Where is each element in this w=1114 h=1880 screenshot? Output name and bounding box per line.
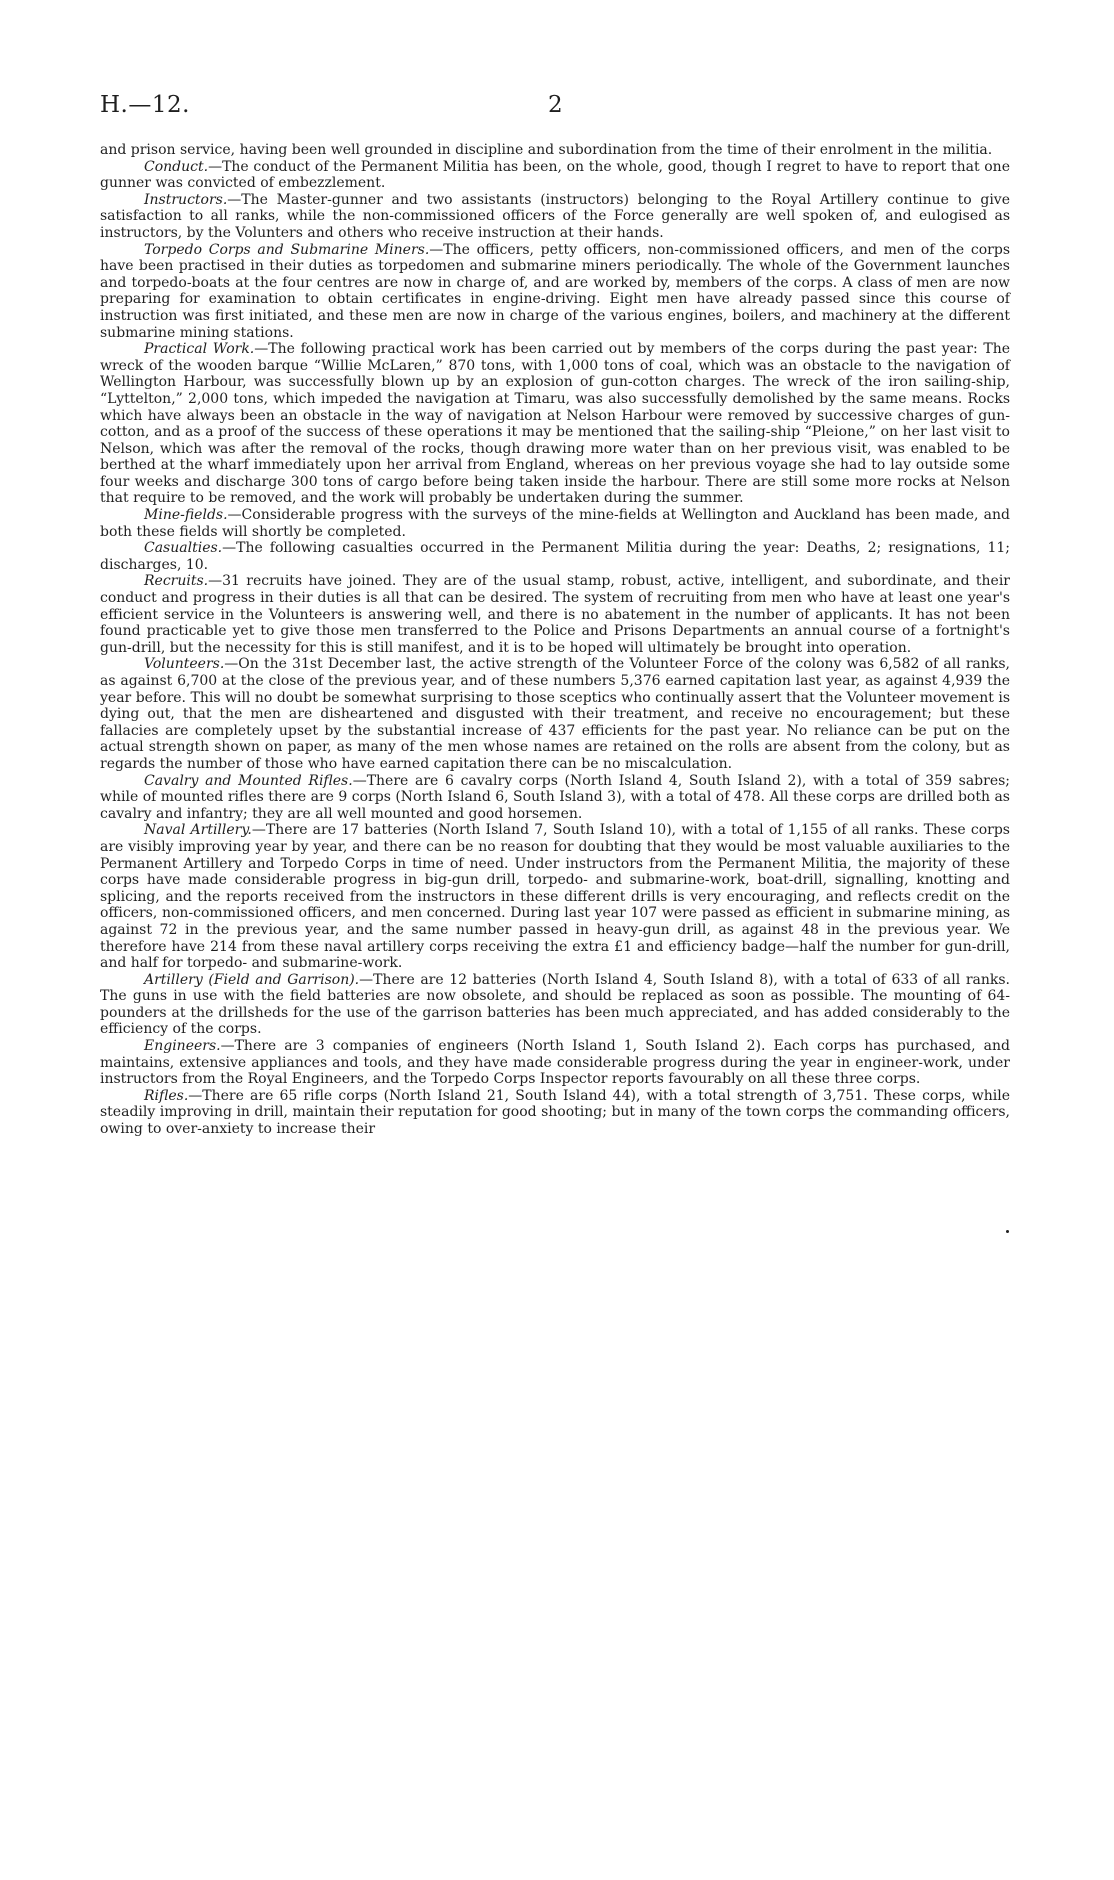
paragraph-heading: Naval Artillery. xyxy=(144,822,252,839)
paragraph-conduct xyxy=(100,159,1010,192)
paragraph-heading: Torpedo Corps and Submarine Miners. xyxy=(144,241,430,258)
paragraph-volunteers xyxy=(100,656,1010,772)
paragraph-text: —There are 12 batteries (North Island 4, South Island 8), with a total of 633 of all ranks. The guns in use with the field batteries are now obsolete, and should be replaced as soon as possible. The mounting of 64-pounders at the drillsheds for the use of the garrison batteries has been much appreciated, and has added considerably to the efficiency of the corps. xyxy=(100,971,1010,1038)
paragraph-casualties xyxy=(100,540,1010,573)
paragraph-heading: Cavalry and Mounted Rifles. xyxy=(144,772,353,789)
paragraph-artillery xyxy=(100,972,1010,1038)
paragraph-instructors xyxy=(100,192,1010,242)
paragraph-text: —There are 65 rifle corps (North Island 21, South Island 44), with a total strength of 3,751. These corps, while steadily improving in drill, maintain their reputation for good shooting; but in many of the town corps the commanding officers, owing to over-anxiety to increase their xyxy=(100,1087,1010,1138)
page-header xyxy=(100,92,1010,122)
document-reference: H.—12. xyxy=(100,92,190,118)
paragraph-heading: Practical Work. xyxy=(144,341,255,358)
paragraph-heading: Recruits. xyxy=(144,573,209,590)
paragraph-torpedo-corps xyxy=(100,242,1010,342)
ink-speck xyxy=(1006,1230,1009,1233)
paragraph-text: —31 recruits have joined. They are of the usual stamp, robust, active, intelligent, and subordinate, and their conduct and progress in their duties is all that can be desired. The system of recruiting from men who have at least one year's efficient service in the Volunteers is answering well, and there is no abatement in the number of applicants. It has not been found practicable yet to give those men transferred to the Police and Prisons Departments an annual course of a fortnight's gun-drill, but the necessity for this is still manifest, and it is to be hoped will ultimately be brought into operation. xyxy=(100,573,1010,656)
paragraph-engineers xyxy=(100,1038,1010,1088)
paragraph-recruits xyxy=(100,573,1010,656)
paragraph-practical-work xyxy=(100,341,1010,507)
paragraph-text: —The officers, petty officers, non-commissioned officers, and men of the corps have been practised in their duties as torpedomen and submarine miners periodically. The whole of the Government launches and torpedo-boats at the four centres are now in charge of, and are worked by, members of the corps. A class of men are now preparing for examination to obtain certificates in engine-driving. Eight men have already passed since this course of instruction was first initiated, and these men are now in charge of the various engines, boilers, and machinery at the different submarine mining stations. xyxy=(100,241,1010,341)
paragraph-continuation xyxy=(100,142,1010,159)
paragraph-naval-artillery xyxy=(100,822,1010,971)
paragraph-text: —There are 17 batteries (North Island 7, South Island 10), with a total of 1,155 of all ranks. These corps are visibly improving year by year, and there can be no reason for doubting that they would be most valuable auxiliaries to the Permanent Artillery and Torpedo Corps in time of need. Under instructors from the Permanent Militia, the majority of these corps have made considerable progress in big-gun drill, torpedo- and submarine-work, boat-drill, signalling, knotting and splicing, and the reports received from the instructors in these different drills is very encouraging, and reflects credit on the officers, non-commissioned officers, and men concerned. During last year 107 were passed as efficient in submarine mining, as against 72 in the previous year, and the same number passed in heavy-gun drill, as against 48 in the previous year. We therefore have 214 from these naval artillery corps receiving the extra £1 and efficiency badge—half the number for gun-drill, and half for torpedo- and submarine-work. xyxy=(100,822,1010,972)
paragraph-text: —Considerable progress with the surveys of the mine-fields at Wellington and Auckland has been made, and both these fields will shortly be completed. xyxy=(100,507,1010,540)
body-text xyxy=(100,142,1010,1138)
paragraph-heading: Casualties. xyxy=(144,540,223,557)
paragraph-text: —The conduct of the Permanent Militia has been, on the whole, good, though I regret to have to report that one gunner was convicted of embezzlement. xyxy=(100,158,1010,192)
paragraph-rifles xyxy=(100,1088,1010,1138)
paragraph-text: —The following practical work has been carried out by members of the corps during the past year: The wreck of the wooden barque “Willie McLaren,” 870 tons, with 1,000 tons of coal, which was an obstacle to the navigation of Wellington Harbour, was successfully blown up by an explosion of gun-cotton charges. The wreck of the iron sailing-ship, “Lyttelton,” 2,000 tons, which impeded the navigation at Timaru, was also successfully demolished by the same means. Rocks which have always been an obstacle in the way of navigation at Nelson Harbour were removed by successive charges of gun-cotton, and as a proof of the success of these operations it may be mentioned that the sailing-ship “Pleione,” on her last visit to Nelson, which was after the removal of the rocks, though drawing more water than on her previous visit, was enabled to be berthed at the wharf immediately upon her arrival from England, whereas on her previous voyage she had to lay outside some four weeks and discharge 300 tons of cargo before being taken inside the harbour. There are still some more rocks at Nelson that require to be removed, and the work will probably be undertaken during the summer. xyxy=(100,341,1010,507)
paragraph-text: —There are 6 cavalry corps (North Island 4, South Island 2), with a total of 359 sabres; while of mounted rifles there are 9 corps (North Island 6, South Island 3), with a total of 478. All these corps are drilled both as cavalry and infantry; they are all well mounted and good horsemen. xyxy=(100,772,1011,822)
paragraph-heading: Artillery (Field and Garrison). xyxy=(144,971,360,988)
paragraph-heading: Volunteers. xyxy=(144,656,225,673)
paragraph-heading: Instructors. xyxy=(144,191,228,208)
paragraph-heading: Conduct. xyxy=(144,158,209,175)
paragraph-heading: Engineers. xyxy=(144,1038,221,1055)
paragraph-mine-fields xyxy=(100,507,1010,540)
paragraph-heading: Rifles. xyxy=(144,1087,189,1104)
paragraph-text: —The following casualties occurred in the Permanent Militia during the year: Deaths, 2; resignations, 11; discharges, 10. xyxy=(100,540,1010,573)
paragraph-cavalry xyxy=(100,773,1010,823)
paragraph-text: —The Master-gunner and two assistants (instructors) belonging to the Royal Artillery continue to give satisfaction to all ranks, while the non-commissioned officers of the Force generally are well spoken of, and eulogised as instructors, by the Volunters and others who receive instruction at their hands. xyxy=(100,191,1010,241)
paragraph-text: —There are 3 companies of engineers (North Island 1, South Island 2). Each corps has purchased, and maintains, extensive appliances and tools, and they have made considerable progress during the year in engineer-work, under instructors from the Royal Engineers, and the Torpedo Corps Inspector reports favourably on all these three corps. xyxy=(100,1038,1010,1088)
paragraph-text: —On the 31st December last, the active strength of the Volunteer Force of the colony was 6,582 of all ranks, as against 6,700 at the close of the previous year, and of these numbers 5,376 earned capitation last year, as against 4,939 the year before. This will no doubt be somewhat surprising to those sceptics who continually assert that the Volunteer movement is dying out, that the men are disheartened and disgusted with their treatment, and receive no encouragement; but these fallacies are completely upset by the substantial increase of 437 efficients for the past year. No reliance can be put on the actual strength shown on paper, as many of the men whose names are retained on the rolls are absent from the colony, but as regards the number of those who have earned capitation there can be no miscalculation. xyxy=(100,656,1010,772)
paragraph-text: and prison service, having been well grounded in discipline and subordination from the time of their enrolment in the militia. xyxy=(100,142,993,158)
paragraph-heading: Mine-fields. xyxy=(144,507,228,524)
page-number: 2 xyxy=(548,92,563,118)
